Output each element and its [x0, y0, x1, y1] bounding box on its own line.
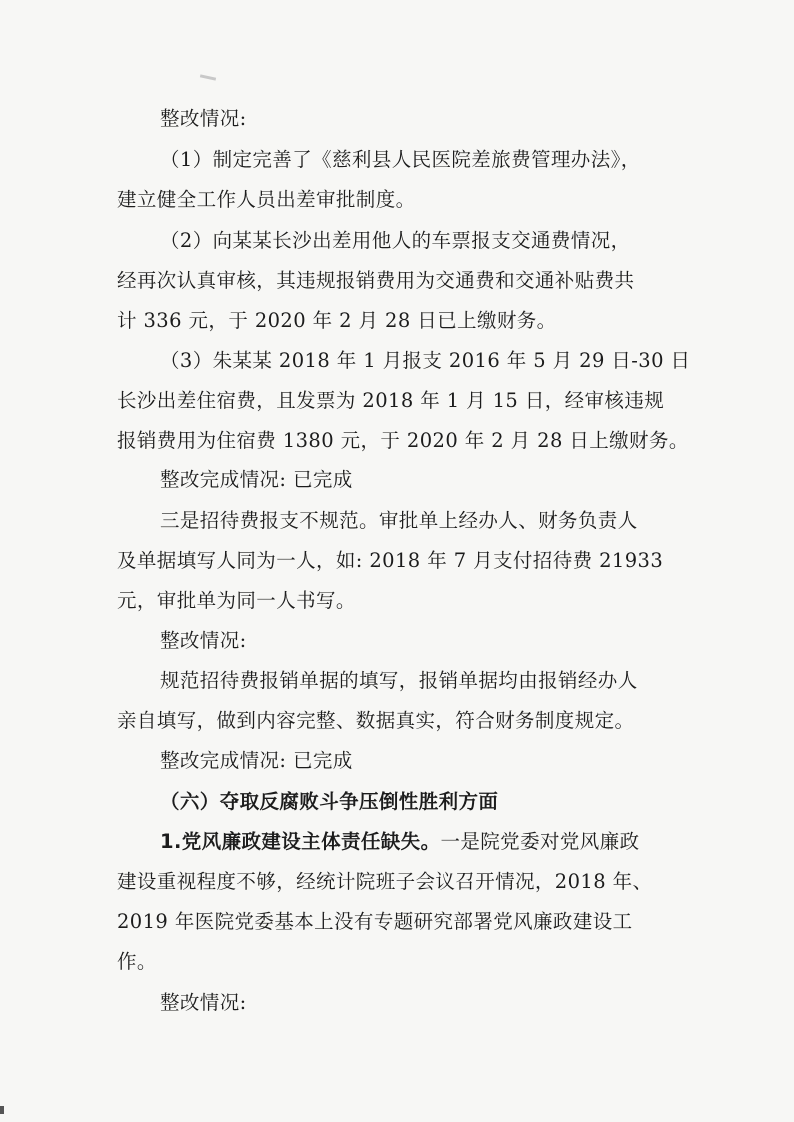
section-heading-six: （六）夺取反腐败斗争压倒性胜利方面: [160, 790, 499, 813]
paragraph-5-line-1: 规范招待费报销单据的填写，报销单据均由报销经办人: [160, 669, 638, 692]
paragraph-6-line-1-rest: 一是院党委对党风廉政: [440, 830, 640, 853]
paragraph-3-line-3: 报销费用为住宿费 1380 元，于 2020 年 2 月 28 日上缴财务。: [117, 429, 689, 452]
paragraph-3-line-1: （3）朱某某 2018 年 1 月报支 2016 年 5 月 29 日-30 日: [160, 349, 691, 372]
scan-edge-mark: [0, 1106, 4, 1114]
completion-status-1: 整改完成情况: 已完成: [160, 468, 353, 491]
completion-status-2: 整改完成情况: 已完成: [160, 749, 353, 772]
paragraph-6-line-3: 2019 年医院党委基本上没有专题研究部署党风廉政建设工: [117, 910, 633, 933]
rectification-status-heading-1: 整改情况:: [160, 107, 247, 130]
paragraph-6-line-4: 作。: [117, 950, 157, 973]
paragraph-4-line-2: 及单据填写人同为一人，如: 2018 年 7 月支付招待费 21933: [117, 549, 664, 572]
bold-lead-point-1: 1.党风廉政建设主体责任缺失。: [160, 830, 441, 853]
paragraph-3-line-2: 长沙出差住宿费，且发票为 2018 年 1 月 15 日，经审核违规: [117, 389, 665, 412]
paragraph-6-line-1: [160, 829, 680, 855]
paragraph-4-line-1: 三是招待费报支不规范。审批单上经办人、财务负责人: [160, 509, 638, 532]
rectification-status-heading-3: 整改情况:: [160, 991, 247, 1014]
scan-speck: [200, 74, 216, 80]
paragraph-2-line-1: （2）向某某长沙出差用他人的车票报支交通费情况，: [160, 229, 631, 252]
paragraph-2-line-2: 经再次认真审核，其违规报销费用为交通费和交通补贴费共: [117, 269, 635, 292]
paragraph-4-line-3: 元，审批单为同一人书写。: [117, 589, 356, 612]
rectification-status-heading-2: 整改情况:: [160, 629, 247, 652]
paragraph-2-line-3: 计 336 元，于 2020 年 2 月 28 日已上缴财务。: [117, 309, 557, 332]
paragraph-6-line-2: 建设重视程度不够，经统计院班子会议召开情况，2018 年、: [117, 870, 653, 893]
paragraph-1-line-1: （1）制定完善了《慈利县人民医院差旅费管理办法》，: [160, 148, 641, 171]
paragraph-1-line-2: 建立健全工作人员出差审批制度。: [117, 188, 416, 211]
paragraph-5-line-2: 亲自填写，做到内容完整、数据真实，符合财务制度规定。: [117, 709, 635, 732]
